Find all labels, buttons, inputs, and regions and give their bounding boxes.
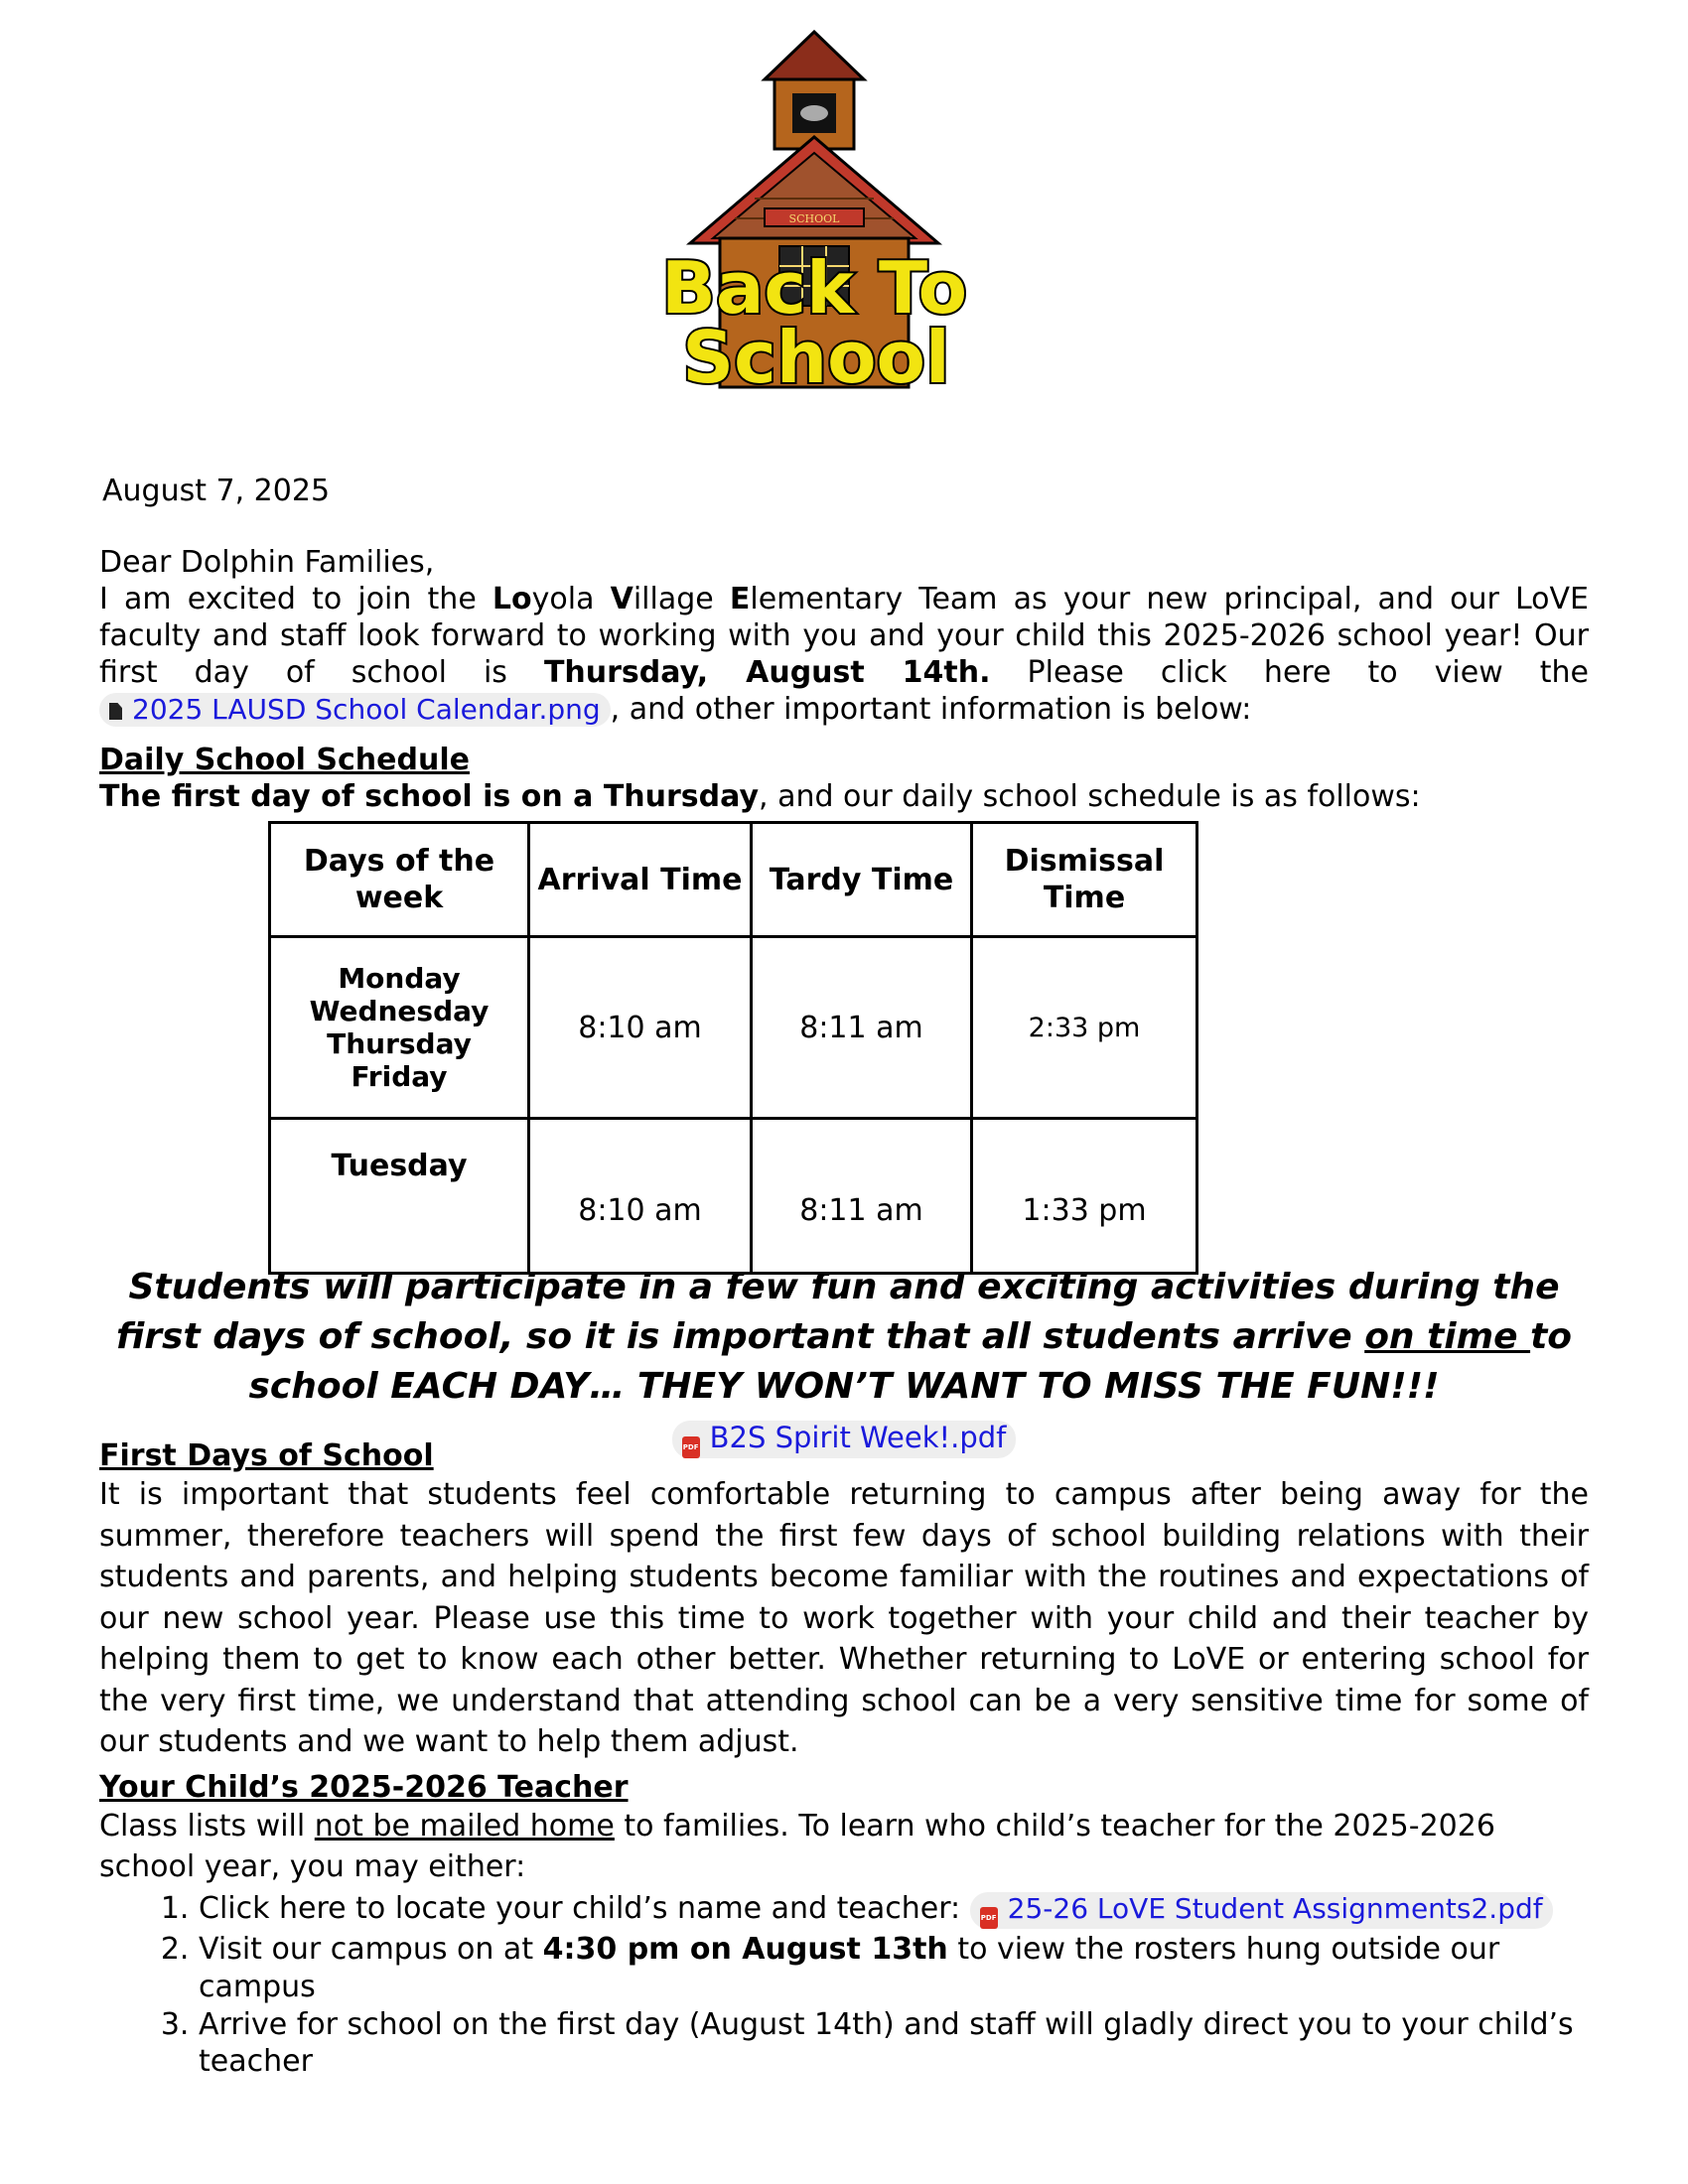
svg-text:Back To: Back To bbox=[660, 246, 968, 330]
row2-tardy: 8:11 am bbox=[752, 1119, 972, 1274]
teacher-options-list bbox=[99, 1887, 1589, 2080]
teacher-intro-underlined: not be mailed home bbox=[314, 1808, 615, 1843]
item1-text: Click here to locate your child’s name and teacher: bbox=[199, 1890, 970, 1926]
table-header-row bbox=[270, 823, 1197, 937]
calendar-link-label: 2025 LAUSD School Calendar.png bbox=[132, 693, 601, 726]
schedule-intro bbox=[99, 778, 1589, 815]
row2-arrival: 8:10 am bbox=[529, 1119, 752, 1274]
schedule-table bbox=[268, 821, 1198, 1275]
assignments-link-label: 25-26 LoVE Student Assignments2.pdf bbox=[1007, 1891, 1543, 1925]
table-row bbox=[270, 1119, 1197, 1274]
back-to-school-logo bbox=[596, 30, 1033, 397]
list-item: 3. Arrive for school on the first day (August 14th) and staff will gladly direct you to your child’s teacher bbox=[199, 2006, 1589, 2080]
teacher-intro-2: to families. To learn who child’s teacher for the 2025-2026 school year, you may either: bbox=[99, 1808, 1495, 1884]
row1-days bbox=[270, 937, 529, 1119]
letter-continued bbox=[99, 1437, 1589, 2080]
intro-e: E bbox=[729, 582, 751, 616]
pdf-icon: PDF bbox=[980, 1907, 998, 1929]
intro-text-2: Please click here to view the bbox=[990, 655, 1590, 690]
day-tuesday: Tuesday bbox=[331, 1149, 468, 1183]
row1-arrival: 8:10 am bbox=[529, 937, 752, 1119]
item2-text-2: to view the rosters hung outside our campus bbox=[199, 1931, 1500, 2004]
intro-e-rest: lementary Team as your new principal, and our LoVE faculty and staff look forward to working with you and your child this 2025-2026 school year! Our first day of school is bbox=[99, 582, 1589, 690]
day-friday: Friday bbox=[351, 1060, 448, 1093]
emphasis-text-2: to school EACH DAY… THEY WON’T WANT TO MISS THE FUN!!! bbox=[248, 1316, 1573, 1407]
item2-bold: 4:30 pm on August 13th bbox=[542, 1931, 948, 1967]
row1-dismissal: 2:33 pm bbox=[972, 937, 1197, 1119]
schedule-intro-bold: The first day of school is on a Thursday bbox=[99, 779, 759, 814]
teacher-intro bbox=[99, 1806, 1589, 1887]
pdf-icon: PDF bbox=[682, 1436, 700, 1458]
emphasis-text-1: Students will participate in a few fun and exciting activities during the first days of school, so it is important that all students arrive bbox=[115, 1267, 1560, 1357]
first-day-date: Thursday, August 14th. bbox=[543, 655, 991, 690]
day-monday: Monday bbox=[338, 962, 461, 995]
intro-v-rest: illage bbox=[633, 582, 730, 616]
intro-lo-rest: yola bbox=[531, 582, 611, 616]
assignments-file-chip[interactable] bbox=[970, 1892, 1553, 1929]
emphasis-message bbox=[109, 1263, 1579, 1461]
greeting: Dear Dolphin Families, bbox=[99, 545, 435, 580]
spirit-week-link-label: B2S Spirit Week!.pdf bbox=[709, 1421, 1007, 1454]
first-days-paragraph: It is important that students feel comfortable returning to campus after being away for the summer, therefore teachers will spend the first few days of school building relations with their students and parents, and helping students become familiar with the routines and expectations of our new school year. Please use this time to work together with your child and their teacher by helping them to get to know each other better. Whether returning to LoVE or entering school for the very first time, we understand that attending school can be a very sensitive time for some of our students and we want to help them adjust. bbox=[99, 1477, 1589, 1759]
svg-text:SCHOOL: SCHOOL bbox=[788, 212, 840, 225]
intro-lo: Lo bbox=[492, 582, 532, 616]
row2-dismissal: 1:33 pm bbox=[972, 1119, 1197, 1274]
first-days-heading: First Days of School bbox=[99, 1438, 434, 1473]
file-icon bbox=[109, 703, 122, 720]
intro-text-3: , and other important information is below: bbox=[610, 692, 1252, 727]
emphasis-on-time: on time bbox=[1364, 1316, 1531, 1357]
svg-text:School: School bbox=[682, 316, 950, 397]
day-thursday: Thursday bbox=[327, 1027, 472, 1060]
row2-days bbox=[270, 1119, 529, 1274]
list-item bbox=[199, 1887, 1589, 1931]
teacher-heading: Your Child’s 2025-2026 Teacher bbox=[99, 1769, 629, 1805]
calendar-file-chip[interactable] bbox=[99, 693, 611, 727]
intro-v: V bbox=[610, 582, 633, 616]
intro-paragraph bbox=[99, 581, 1589, 728]
header-arrival: Arrival Time bbox=[529, 823, 752, 937]
header-days: Days of the week bbox=[270, 823, 529, 937]
schedule-heading: Daily School Schedule bbox=[99, 743, 470, 777]
header-dismissal: Dismissal Time bbox=[972, 823, 1197, 937]
schedule-intro-rest: , and our daily school schedule is as follows: bbox=[759, 779, 1421, 814]
row1-tardy: 8:11 am bbox=[752, 937, 972, 1119]
teacher-intro-1: Class lists will bbox=[99, 1808, 315, 1843]
intro-text-1: I am excited to join the bbox=[99, 582, 492, 616]
list-item bbox=[199, 1931, 1589, 2006]
day-wednesday: Wednesday bbox=[309, 995, 490, 1027]
item2-text-1: Visit our campus on at bbox=[199, 1931, 543, 1967]
table-row bbox=[270, 937, 1197, 1119]
letter-date: August 7, 2025 bbox=[102, 474, 331, 508]
header-tardy: Tardy Time bbox=[752, 823, 972, 937]
letter-body bbox=[99, 544, 1589, 815]
